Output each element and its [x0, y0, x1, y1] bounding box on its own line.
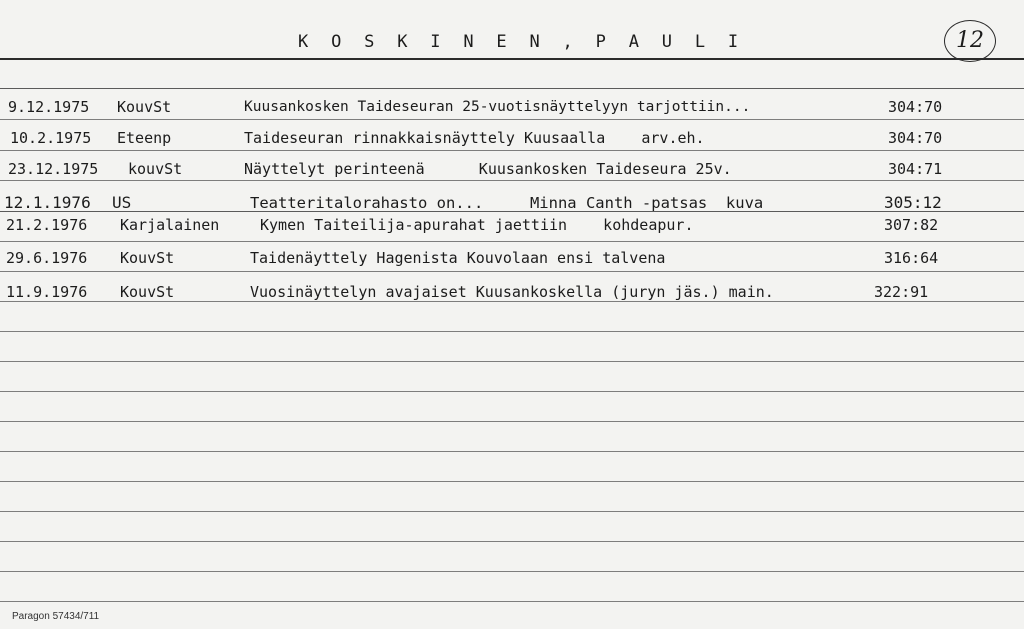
ruled-line — [0, 361, 1024, 362]
entry-date: 10.2.1975 — [10, 129, 92, 147]
entry-ref: 322:91 — [874, 283, 929, 301]
ruled-line — [0, 481, 1024, 482]
entry-date: 9.12.1975 — [8, 98, 90, 116]
entry-text: Kuusankosken Taideseuran 25-vuotisnäyttelyyn tarjottiin... — [244, 99, 751, 115]
ruled-line — [0, 571, 1024, 572]
entry-ref: 316:64 — [884, 249, 939, 267]
ruled-line — [0, 180, 1024, 181]
entry-ref: 304:70 — [888, 98, 943, 116]
entry-source: KouvSt — [120, 283, 175, 301]
ruled-line — [0, 391, 1024, 392]
entry-source: kouvSt — [128, 160, 183, 178]
entry-date: 21.2.1976 — [6, 216, 88, 234]
entry-text: Teatteritalorahasto on... Minna Canth -patsas kuva — [250, 194, 764, 212]
entry-ref: 304:71 — [888, 160, 943, 178]
entry-text: Näyttelyt perinteenä Kuusankosken Taideseura 25v. — [244, 160, 732, 178]
entry-date: 29.6.1976 — [6, 249, 88, 267]
entry-date: 11.9.1976 — [6, 283, 88, 301]
ruled-line — [0, 421, 1024, 422]
ruled-line — [0, 271, 1024, 272]
entry-ref: 304:70 — [888, 129, 943, 147]
ruled-line — [0, 301, 1024, 302]
ruled-line — [0, 451, 1024, 452]
entry-source: US — [112, 193, 132, 212]
entry-source: KouvSt — [120, 249, 175, 267]
entry-text: Vuosinäyttelyn avajaiset Kuusankoskella (juryn jäs.) main. — [250, 283, 774, 301]
entry-ref: 305:12 — [884, 193, 942, 212]
card-number-circle: 12 — [944, 20, 996, 62]
entry-date: 23.12.1975 — [8, 160, 99, 178]
entry-date: 12.1.1976 — [4, 193, 91, 212]
entry-source: Eteenp — [117, 129, 172, 147]
ruled-line — [0, 541, 1024, 542]
entry-source: KouvSt — [117, 98, 172, 116]
entry-text: Taidenäyttely Hagenista Kouvolaan ensi talvena — [250, 249, 666, 267]
ruled-line — [0, 331, 1024, 332]
ruled-line — [0, 119, 1024, 120]
ruled-line — [0, 150, 1024, 151]
card-title: K O S K I N E N , P A U L I — [298, 32, 745, 52]
entry-source: Karjalainen — [120, 216, 220, 234]
ruled-line — [0, 601, 1024, 602]
ruled-line — [0, 511, 1024, 512]
entry-ref: 307:82 — [884, 216, 939, 234]
ruled-line — [0, 88, 1024, 89]
ruled-line — [0, 241, 1024, 242]
entry-text: Kymen Taiteilija-apurahat jaettiin kohdeapur. — [260, 216, 694, 234]
entry-text: Taideseuran rinnakkaisnäyttely Kuusaalla arv.eh. — [244, 129, 705, 147]
printer-imprint: Paragon 57434/711 — [12, 611, 100, 622]
header-rule — [0, 58, 1024, 60]
